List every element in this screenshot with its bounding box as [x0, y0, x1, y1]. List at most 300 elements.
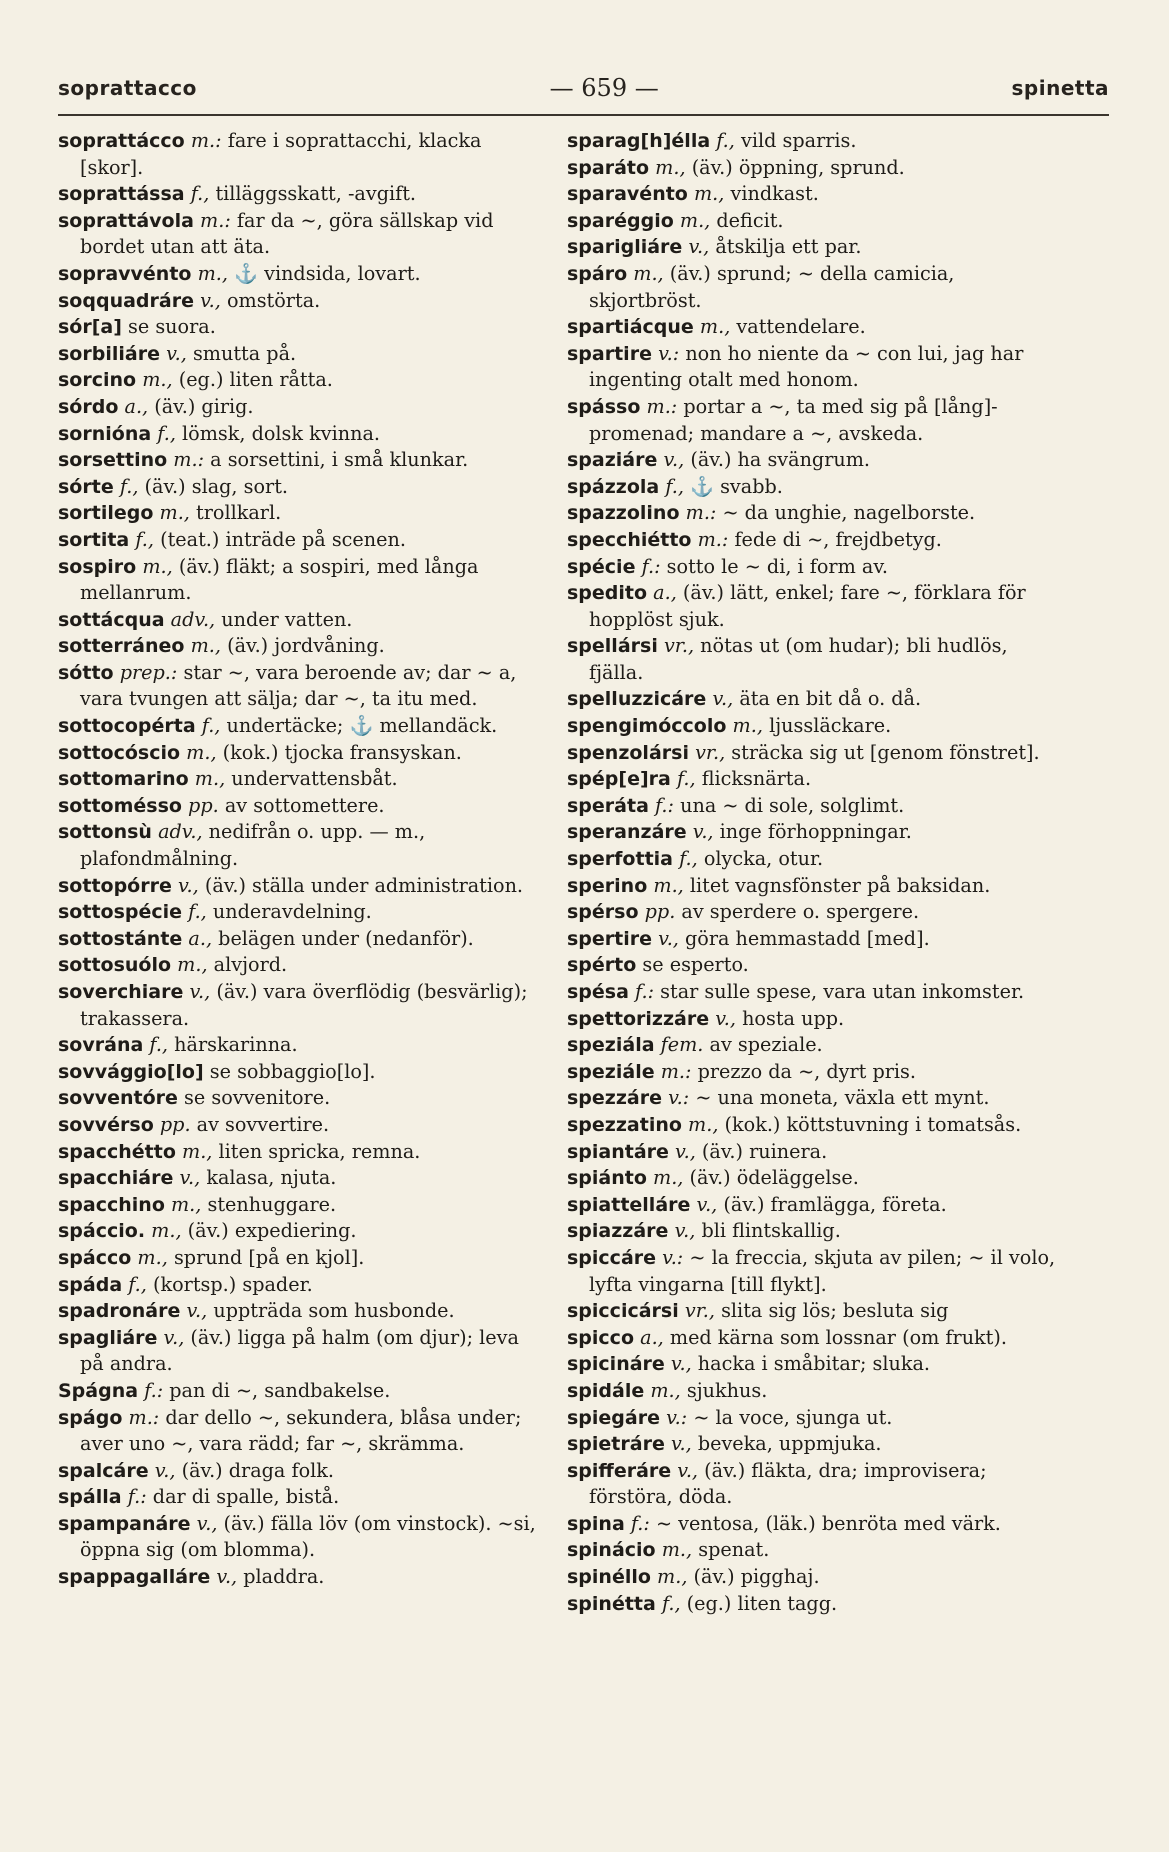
- entry-definition: (äv.) lätt, enkel; fare ~, förklara för hopplöst sjuk.: [589, 581, 1026, 631]
- entry-grammar: m.,: [186, 740, 217, 764]
- entry-grammar: f.,: [128, 1272, 147, 1296]
- dictionary-entry: [58, 1059, 540, 1086]
- entry-grammar: v.,: [154, 1458, 176, 1482]
- entry-grammar: a.,: [188, 926, 213, 950]
- entry-headword: sottocopérta: [58, 715, 196, 738]
- dictionary-entry: [58, 1192, 540, 1219]
- entry-definition: med kärna som lossnar (om frukt).: [669, 1325, 1007, 1349]
- entry-definition: av sperdere o. spergere.: [681, 900, 920, 924]
- dictionary-entry: [58, 766, 540, 793]
- entry-grammar: v.:: [666, 1405, 688, 1429]
- entry-headword: specchiétto: [567, 528, 692, 551]
- entry-headword: sór[a]: [58, 316, 122, 339]
- entry-definition: (teat.) inträde på scenen.: [160, 527, 406, 551]
- dictionary-entry: [58, 554, 540, 607]
- dictionary-entry: [567, 474, 1057, 501]
- dictionary-entry: [567, 1351, 1057, 1378]
- entry-definition: (äv.) fälla löv (om vinstock). ~si, öppna sig (om blomma).: [80, 1511, 536, 1562]
- entry-grammar: a.,: [640, 1325, 664, 1349]
- entry-definition: alvjord.: [213, 953, 288, 977]
- entry-headword: sorsettino: [58, 449, 168, 472]
- entry-headword: sottostánte: [58, 927, 183, 950]
- dictionary-entry: [58, 713, 540, 740]
- entry-headword: sorcino: [58, 369, 137, 392]
- entry-definition: prezzo da ~, dyrt pris.: [697, 1059, 916, 1083]
- entry-headword: spép[e]ra: [567, 768, 671, 791]
- entry-definition: av speziale.: [709, 1033, 823, 1057]
- entry-headword: speranzáre: [567, 821, 687, 844]
- entry-headword: spágo: [58, 1406, 123, 1429]
- dictionary-entry: [567, 1537, 1057, 1564]
- entry-headword: sottomésso: [58, 794, 182, 817]
- entry-definition: portar a ~, ta med sig på [lång]-promenad; mandare a ~, avskeda.: [589, 394, 998, 445]
- entry-grammar: vr.,: [663, 634, 695, 658]
- entry-headword: soprattássa: [58, 183, 185, 206]
- entry-definition: ~ la freccia, skjuta av pilen; ~ il volo, lyfta vingarna [till flykt].: [589, 1245, 1056, 1296]
- entry-grammar: f.,: [201, 714, 221, 738]
- entry-definition: tilläggsskatt, -avgift.: [215, 182, 417, 206]
- entry-grammar: prep.:: [119, 660, 178, 684]
- entry-definition: bli flintskallig.: [701, 1219, 841, 1243]
- dictionary-entry: [58, 1218, 540, 1245]
- dictionary-entry: [567, 128, 1057, 155]
- dictionary-entry: [567, 1006, 1057, 1033]
- entry-grammar: v.,: [196, 1511, 218, 1535]
- entry-definition: se sovvenitore.: [184, 1086, 331, 1110]
- dictionary-entry: [58, 421, 540, 448]
- dictionary-entry: [58, 1511, 540, 1564]
- entry-definition: una ~ di sole, solglimt.: [680, 793, 905, 817]
- entry-grammar: m.,: [190, 634, 221, 658]
- entry-definition: inge förhoppningar.: [719, 820, 912, 844]
- entry-definition: uppträda som husbonde.: [213, 1299, 455, 1323]
- dictionary-entry: [58, 1112, 540, 1139]
- dictionary-entry: [58, 607, 540, 634]
- entry-headword: spáro: [567, 262, 628, 285]
- entry-grammar: v.,: [663, 448, 685, 472]
- entry-grammar: m.,: [688, 1112, 719, 1136]
- entry-definition: se suora.: [128, 315, 216, 339]
- entry-definition: dar di spalle, bistå.: [152, 1485, 340, 1509]
- entry-grammar: m.:: [190, 129, 222, 152]
- entry-grammar: v.,: [166, 341, 187, 365]
- entry-grammar: m.,: [655, 155, 686, 179]
- entry-definition: (äv.) sprund; ~ della camicia, skjortbröst.: [589, 261, 955, 312]
- entry-definition: liten spricka, remna.: [218, 1139, 421, 1163]
- entry-headword: spiazzáre: [567, 1220, 669, 1243]
- entry-headword: sperino: [567, 874, 648, 897]
- entry-grammar: m.,: [194, 767, 226, 791]
- dictionary-entry: [567, 1165, 1057, 1192]
- dictionary-entry: [58, 341, 540, 368]
- entry-headword: spifferáre: [567, 1459, 672, 1482]
- dictionary-entry: [58, 1085, 540, 1112]
- entry-headword: soprattávola: [58, 209, 194, 232]
- entry-headword: spiegáre: [567, 1406, 660, 1429]
- entry-grammar: pp.: [644, 900, 676, 924]
- dictionary-entry: [567, 1378, 1057, 1405]
- entry-headword: speziála: [567, 1034, 655, 1057]
- entry-definition: hosta upp.: [742, 1006, 845, 1030]
- entry-definition: ~ ventosa, (läk.) benröta med värk.: [655, 1511, 1001, 1535]
- entry-grammar: a.,: [653, 581, 677, 605]
- dictionary-entry: [567, 873, 1057, 900]
- dictionary-entry: [58, 367, 540, 394]
- dictionary-entry: [567, 314, 1057, 341]
- entry-definition: deficit.: [716, 208, 784, 232]
- entry-grammar: fem.: [660, 1033, 704, 1057]
- entry-headword: spagliáre: [58, 1326, 158, 1349]
- entry-headword: spacchiáre: [58, 1167, 174, 1190]
- entry-grammar: f.,: [665, 474, 684, 498]
- entry-definition: underavdelning.: [212, 900, 372, 924]
- entry-headword: spampanáre: [58, 1512, 191, 1535]
- entry-grammar: v.:: [668, 1086, 690, 1110]
- entry-grammar: m.,: [197, 261, 228, 285]
- dictionary-entry: [58, 288, 540, 315]
- entry-definition: (äv.) öppning, sprund.: [691, 155, 905, 179]
- entry-headword: spinéllo: [567, 1566, 651, 1589]
- entry-headword: spidále: [567, 1379, 645, 1402]
- entry-definition: pladdra.: [243, 1565, 325, 1589]
- entry-definition: beveka, uppmjuka.: [697, 1432, 882, 1456]
- entry-definition: smutta på.: [192, 341, 297, 365]
- dictionary-entry: [567, 1112, 1057, 1139]
- dictionary-entry: [58, 1298, 540, 1325]
- entry-definition: ljussläckare.: [769, 714, 892, 738]
- entry-definition: nötas ut (om hudar); bli hudlös, fjälla.: [589, 634, 1008, 684]
- entry-definition: se esperto.: [642, 953, 749, 977]
- entry-definition: litet vagnsfönster på baksidan.: [689, 873, 991, 897]
- dictionary-entry: [567, 1511, 1057, 1538]
- entry-grammar: f.,: [149, 1033, 169, 1057]
- entry-definition: (kok.) tjocka fransyskan.: [222, 740, 462, 764]
- entry-definition: se sobbaggio[lo].: [209, 1059, 376, 1083]
- entry-grammar: m.:: [646, 394, 678, 418]
- dictionary-entry: [567, 686, 1057, 713]
- right-guideword: spinetta: [1011, 76, 1109, 100]
- dictionary-entry: [58, 1325, 540, 1378]
- dictionary-entry: [567, 500, 1057, 527]
- dictionary-entry: [58, 660, 540, 713]
- entry-definition: slita sig lös; besluta sig: [721, 1299, 949, 1323]
- entry-definition: hacka i småbitar; sluka.: [697, 1352, 931, 1376]
- entry-definition: nedifrån o. upp. — m., plafondmålning.: [80, 820, 426, 871]
- entry-definition: (äv.) draga folk.: [181, 1458, 334, 1482]
- dictionary-entry: [567, 952, 1057, 979]
- entry-headword: spietráre: [567, 1433, 665, 1456]
- entry-grammar: m.,: [142, 554, 173, 578]
- entry-headword: speziále: [567, 1060, 655, 1083]
- entry-definition: härskarinna.: [174, 1033, 298, 1057]
- entry-grammar: v.,: [670, 1432, 692, 1456]
- entry-grammar: pp.: [159, 1112, 191, 1136]
- entry-definition: belägen under (nedanför).: [218, 926, 474, 950]
- entry-grammar: m.,: [699, 315, 731, 339]
- entry-headword: sortita: [58, 528, 130, 551]
- entry-grammar: m.,: [159, 501, 190, 525]
- entry-headword: spedito: [567, 582, 648, 605]
- entry-headword: spacchétto: [58, 1140, 176, 1163]
- entry-headword: spezzáre: [567, 1087, 662, 1110]
- entry-definition: (äv.) jordvåning.: [227, 634, 385, 658]
- dictionary-entry: [58, 527, 540, 554]
- dictionary-entry: [58, 873, 540, 900]
- entry-grammar: m.,: [151, 1219, 182, 1243]
- entry-grammar: f.,: [679, 847, 698, 871]
- entry-headword: spalcáre: [58, 1459, 149, 1482]
- entry-grammar: m.,: [653, 873, 684, 897]
- entry-definition: (äv.) ödeläggelse.: [689, 1166, 859, 1190]
- entry-headword: sparavénto: [567, 183, 688, 206]
- entry-grammar: m.,: [633, 261, 664, 285]
- entry-grammar: m.,: [732, 714, 763, 738]
- dictionary-entry: [567, 1245, 1057, 1298]
- entry-headword: spelluzzicáre: [567, 688, 707, 711]
- dictionary-entry: [58, 1484, 540, 1511]
- entry-headword: sparag[h]élla: [567, 130, 711, 152]
- page-number: — 659 —: [549, 74, 659, 102]
- entry-headword: spinétta: [567, 1592, 656, 1615]
- entry-headword: sottonsù: [58, 821, 152, 844]
- page-header: [58, 70, 1109, 106]
- entry-definition: undertäcke; ⚓ mellandäck.: [226, 714, 498, 738]
- entry-grammar: vr.,: [695, 740, 726, 764]
- dictionary-entry: [567, 899, 1057, 926]
- dictionary-entry: [58, 1405, 540, 1458]
- dictionary-entry: [58, 500, 540, 527]
- entry-headword: spaziáre: [567, 449, 658, 472]
- entry-headword: sótto: [58, 661, 114, 684]
- entry-headword: spappagalláre: [58, 1566, 211, 1589]
- dictionary-entry: [58, 952, 540, 979]
- entry-headword: spésa: [567, 981, 629, 1003]
- entry-grammar: m.:: [128, 1405, 160, 1429]
- entry-definition: kalasa, njuta.: [206, 1166, 337, 1190]
- entry-definition: (äv.) expediering.: [187, 1219, 357, 1243]
- entry-grammar: f.:: [127, 1485, 147, 1509]
- entry-grammar: m.,: [653, 1166, 684, 1190]
- entry-grammar: m.,: [137, 1245, 168, 1269]
- entry-headword: sovventóre: [58, 1087, 178, 1110]
- entry-grammar: f.:: [655, 793, 674, 817]
- entry-grammar: m.,: [182, 1139, 213, 1163]
- dictionary-entry: [567, 979, 1057, 1006]
- entry-grammar: v.,: [163, 1325, 185, 1349]
- entry-definition: sotto le ~ di, i form av.: [666, 554, 888, 578]
- entry-headword: spadronáre: [58, 1300, 181, 1323]
- entry-grammar: f.,: [135, 527, 154, 551]
- entry-definition: dar dello ~, sekundera, blåsa under; aver uno ~, vara rädd; far ~, skrämma.: [80, 1405, 522, 1456]
- entry-definition: stenhuggare.: [207, 1192, 337, 1216]
- entry-grammar: v.:: [662, 1245, 684, 1269]
- dictionary-entry: [567, 447, 1057, 474]
- entry-definition: ~ una moneta, växla ett mynt.: [695, 1086, 990, 1110]
- entry-headword: sotterráneo: [58, 635, 185, 658]
- entry-headword: sottosuólo: [58, 954, 172, 977]
- entry-definition: (eg.) liten råtta.: [178, 368, 333, 392]
- entry-definition: sjukhus.: [686, 1378, 768, 1402]
- dictionary-entry: [58, 181, 540, 208]
- dictionary-entry: [58, 1458, 540, 1485]
- entry-grammar: v.,: [715, 1006, 736, 1030]
- dictionary-entry: [567, 1405, 1057, 1432]
- entry-headword: spengimóccolo: [567, 715, 727, 738]
- entry-headword: sórte: [58, 475, 114, 498]
- entry-headword: speráta: [567, 794, 649, 817]
- dictionary-entry: [567, 1458, 1057, 1511]
- dictionary-entry: [567, 1059, 1057, 1086]
- entry-grammar: f.,: [676, 767, 696, 791]
- entry-definition: ⚓ vindsida, lovart.: [234, 261, 421, 285]
- dictionary-entry: [58, 1165, 540, 1192]
- entry-headword: spicco: [567, 1326, 635, 1349]
- entry-definition: non ho niente da ~ con lui, jag har ingenting otalt med honom.: [589, 341, 1024, 392]
- right-column: [567, 128, 1057, 1617]
- entry-headword: spiattelláre: [567, 1193, 691, 1216]
- dictionary-entry: [58, 633, 540, 660]
- dictionary-entry: [567, 819, 1057, 846]
- entry-headword: spettorizzáre: [567, 1007, 710, 1030]
- entry-headword: spiantáre: [567, 1140, 669, 1163]
- dictionary-entry: [58, 926, 540, 953]
- entry-grammar: f.:: [641, 554, 661, 578]
- dictionary-entry: [58, 979, 540, 1032]
- dictionary-entry: [567, 740, 1057, 767]
- entry-grammar: v.,: [696, 1192, 718, 1216]
- entry-headword: spazzolino: [567, 502, 680, 525]
- entry-grammar: v.,: [692, 820, 714, 844]
- entry-grammar: m.,: [142, 368, 173, 392]
- entry-headword: sortilego: [58, 502, 154, 525]
- dictionary-entry: [58, 1245, 540, 1272]
- entry-definition: (äv.) fläkt; a sospiri, med långa mellanrum.: [80, 554, 479, 605]
- entry-grammar: vr.,: [684, 1299, 715, 1323]
- entry-headword: sottácqua: [58, 608, 165, 631]
- entry-grammar: m.:: [697, 527, 729, 551]
- entry-headword: spáda: [58, 1273, 123, 1296]
- entry-grammar: m.:: [200, 208, 231, 232]
- dictionary-entry: [567, 554, 1057, 581]
- entry-grammar: f.,: [157, 421, 176, 445]
- dictionary-entry: [58, 899, 540, 926]
- entry-grammar: m.,: [170, 1192, 202, 1216]
- dictionary-entry: [567, 155, 1057, 182]
- entry-headword: sparéggio: [567, 209, 674, 232]
- entry-definition: äta en bit då o. då.: [739, 687, 922, 711]
- dictionary-entry: [567, 181, 1057, 208]
- entry-headword: spertire: [567, 927, 653, 950]
- dictionary-entry: [58, 1564, 540, 1591]
- dictionary-entry: [567, 1192, 1057, 1219]
- entry-headword: spezzatino: [567, 1113, 682, 1136]
- left-column: [58, 128, 540, 1591]
- left-guideword: soprattacco: [58, 76, 197, 100]
- entry-grammar: m.,: [657, 1565, 688, 1589]
- entry-headword: spécie: [567, 555, 636, 578]
- entry-headword: spinácio: [567, 1539, 656, 1562]
- entry-grammar: f.,: [661, 1591, 681, 1615]
- entry-headword: spásso: [567, 395, 641, 418]
- entry-definition: (äv.) ställa under administration.: [204, 873, 524, 897]
- dictionary-entry: [567, 633, 1057, 686]
- entry-headword: spenzolársi: [567, 741, 689, 764]
- dictionary-entry: [567, 1431, 1057, 1458]
- entry-headword: spina: [567, 1512, 625, 1535]
- entry-headword: sparigliáre: [567, 236, 683, 259]
- dictionary-entry: [567, 208, 1057, 235]
- entry-definition: av sottomettere.: [224, 793, 385, 817]
- entry-grammar: v.,: [688, 235, 710, 259]
- entry-grammar: v.,: [189, 980, 211, 1003]
- dictionary-entry: [58, 128, 540, 181]
- entry-grammar: pp.: [188, 793, 219, 817]
- dictionary-entry: [58, 1139, 540, 1166]
- entry-headword: sovvággio[lo]: [58, 1060, 204, 1083]
- entry-grammar: v.,: [200, 288, 221, 312]
- entry-definition: (eg.) liten tagg.: [686, 1591, 838, 1615]
- entry-headword: Spágna: [58, 1379, 139, 1402]
- entry-headword: spázzola: [567, 475, 660, 498]
- entry-definition: vattendelare.: [736, 315, 866, 339]
- entry-definition: (kok.) köttstuvning i tomatsås.: [724, 1112, 1022, 1136]
- entry-definition: (äv.) framlägga, företa.: [723, 1192, 947, 1216]
- dictionary-entry: [567, 341, 1057, 394]
- entry-definition: lömsk, dolsk kvinna.: [182, 421, 380, 445]
- entry-grammar: f.,: [716, 129, 735, 152]
- entry-headword: spellársi: [567, 635, 658, 658]
- entry-definition: (äv.) fläkta, dra; improvisera; förstöra, döda.: [589, 1458, 987, 1509]
- dictionary-entry: [567, 1591, 1057, 1618]
- entry-definition: (äv.) vara överflödig (besvärlig); trakassera.: [80, 980, 528, 1030]
- entry-grammar: v.,: [674, 1219, 696, 1243]
- dictionary-entry: [567, 846, 1057, 873]
- entry-definition: sträcka sig ut [genom fönstret].: [731, 740, 1040, 764]
- entry-definition: av sovvertire.: [196, 1112, 330, 1136]
- dictionary-entry: [567, 1564, 1057, 1591]
- entry-headword: sovvérso: [58, 1113, 154, 1136]
- entry-definition: trollkarl.: [196, 501, 282, 525]
- entry-grammar: v.,: [186, 1299, 208, 1323]
- entry-definition: a sorsettini, i små klunkar.: [210, 448, 469, 472]
- dictionary-entry: [58, 1032, 540, 1059]
- entry-headword: sorbiliáre: [58, 342, 160, 365]
- entry-definition: (äv.) ruinera.: [701, 1139, 828, 1163]
- dictionary-entry: [58, 447, 540, 474]
- entry-grammar: a.,: [124, 394, 149, 418]
- entry-grammar: m.:: [660, 1059, 692, 1083]
- entry-grammar: f.,: [188, 900, 207, 924]
- entry-headword: spiccicársi: [567, 1300, 679, 1323]
- dictionary-entry: [567, 261, 1057, 314]
- entry-definition: sprund [på en kjol].: [173, 1245, 365, 1269]
- entry-headword: sovrána: [58, 1034, 144, 1057]
- dictionary-entry: [567, 1298, 1057, 1325]
- dictionary-entry: [58, 740, 540, 767]
- entry-headword: sospiro: [58, 555, 137, 578]
- entry-headword: spáccio.: [58, 1220, 146, 1243]
- dictionary-entry: [58, 1378, 540, 1405]
- entry-headword: sopravvénto: [58, 262, 192, 285]
- dictionary-entry: [567, 1032, 1057, 1059]
- entry-headword: spiccáre: [567, 1246, 657, 1269]
- dictionary-entry: [567, 527, 1057, 554]
- dictionary-entry: [58, 1272, 540, 1299]
- dictionary-entry: [58, 394, 540, 421]
- entry-grammar: f.,: [119, 474, 139, 498]
- entry-grammar: v.,: [177, 873, 199, 897]
- entry-headword: sottomarino: [58, 768, 189, 791]
